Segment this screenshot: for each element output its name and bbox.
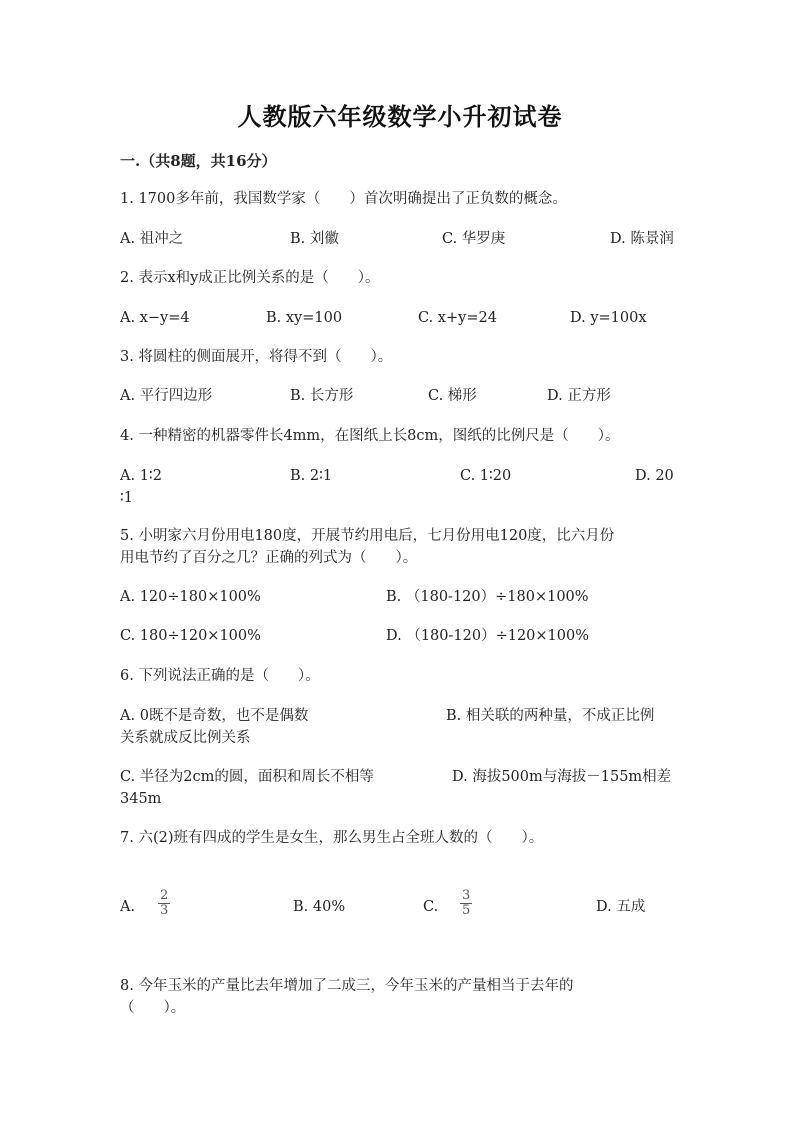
- q4-option-d: D. 20: [635, 468, 674, 484]
- question-3: 3. 将圆柱的侧面展开，将得不到（ ）。: [120, 349, 393, 365]
- q7-option-c-label: C.: [423, 899, 439, 915]
- q6-option-d: D. 海拔500m与海拔－155m相差: [452, 769, 672, 785]
- q7-option-c-fraction: [460, 889, 472, 918]
- q2-option-a: A. x−y=4: [120, 310, 190, 326]
- question-7: 7. 六(2)班有四成的学生是女生，那么男生占全班人数的（ ）。: [120, 830, 544, 846]
- q3-option-c: C. 梯形: [428, 388, 477, 404]
- fraction-denominator: 5: [462, 903, 471, 918]
- q4-option-b: B. 2∶1: [290, 468, 333, 484]
- q6-option-a: A. 0既不是奇数，也不是偶数: [120, 708, 309, 724]
- q7-option-a-fraction: [158, 889, 170, 918]
- q1-option-b: B. 刘徽: [290, 231, 339, 247]
- fraction-denominator: 3: [160, 903, 169, 918]
- q7-option-d: D. 五成: [596, 899, 646, 915]
- q7-option-b: B. 40%: [293, 899, 346, 915]
- q4-option-d-cont: ∶1: [120, 490, 133, 506]
- q3-option-d: D. 正方形: [547, 388, 611, 404]
- q2-option-c: C. x+y=24: [418, 310, 497, 326]
- fraction-numerator: 2: [160, 888, 169, 903]
- q6-option-b-cont: 关系就成反比例关系: [120, 730, 251, 746]
- q1-option-a: A. 祖冲之: [120, 231, 184, 247]
- question-2: 2. 表示x和y成正比例关系的是（ ）。: [120, 270, 380, 286]
- q1-option-c: C. 华罗庚: [442, 231, 506, 247]
- page-title: 人教版六年级数学小升初试卷: [237, 102, 563, 131]
- question-5-line1: 5. 小明家六月份用电180度，开展节约用电后，七月份用电120度，比六月份: [120, 528, 615, 544]
- question-6: 6. 下列说法正确的是（ ）。: [120, 668, 320, 684]
- q4-option-c: C. 1∶20: [460, 468, 512, 484]
- q3-option-a: A. 平行四边形: [120, 388, 213, 404]
- q2-option-d: D. y=100x: [570, 310, 647, 326]
- q5-option-b: B. （180-120）÷180×100%: [386, 589, 589, 605]
- question-4: 4. 一种精密的机器零件长4mm，在图纸上长8cm，图纸的比例尺是（ ）。: [120, 428, 620, 444]
- q6-option-b: B. 相关联的两种量，不成正比例: [446, 708, 655, 724]
- q3-option-b: B. 长方形: [290, 388, 354, 404]
- q2-option-b: B. xy=100: [266, 310, 343, 326]
- q1-option-d: D. 陈景润: [610, 231, 674, 247]
- q5-option-c: C. 180÷120×100%: [120, 628, 261, 644]
- fraction-numerator: 3: [462, 888, 471, 903]
- q5-option-a: A. 120÷180×100%: [120, 589, 261, 605]
- q5-option-d: D. （180-120）÷120×100%: [386, 628, 590, 644]
- q6-option-c: C. 半径为2cm的圆，面积和周长不相等: [120, 769, 374, 785]
- question-8-line2: （ ）。: [120, 1000, 186, 1016]
- q4-option-a: A. 1∶2: [120, 468, 162, 484]
- question-1: 1. 1700多年前，我国数学家（ ）首次明确提出了正负数的概念。: [120, 191, 567, 207]
- question-8-line1: 8. 今年玉米的产量比去年增加了二成三，今年玉米的产量相当于去年的: [120, 978, 574, 994]
- question-5-line2: 用电节约了百分之几？正确的列式为（ ）。: [120, 550, 418, 566]
- q7-option-a-label: A.: [120, 899, 136, 915]
- section-heading: 一.（共8题，共16分）: [120, 152, 277, 170]
- q6-option-d-cont: 345m: [120, 791, 162, 807]
